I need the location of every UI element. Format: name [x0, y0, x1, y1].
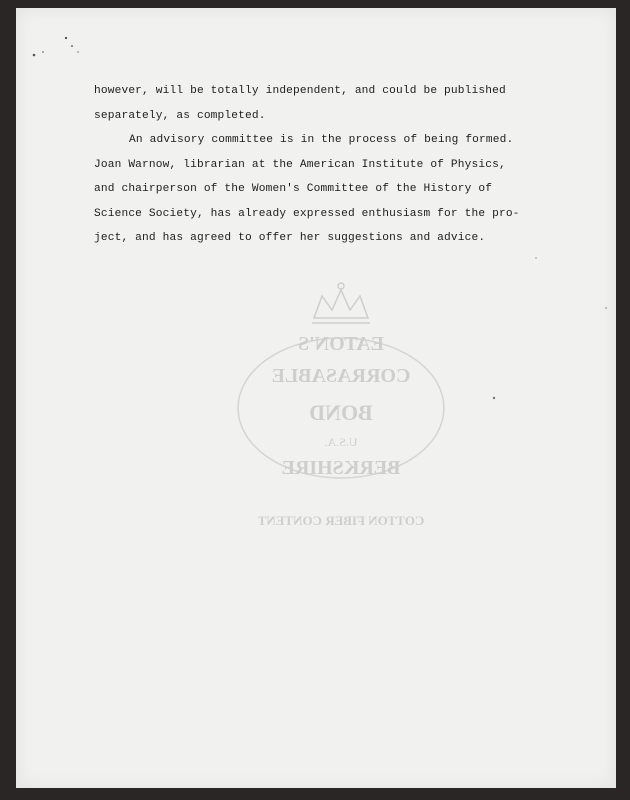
- text-line-6: Science Society, has already expressed enthusiasm for the pro-: [94, 207, 520, 220]
- crown-icon: [312, 283, 370, 323]
- text-line-2: separately, as completed.: [94, 109, 266, 122]
- watermark-line-6: COTTON FIBER CONTENT: [257, 513, 425, 528]
- watermark-line-3: BOND: [309, 400, 373, 425]
- text-line-5: and chairperson of the Women's Committee of the History of: [94, 183, 493, 195]
- watermark-line-5: BERKSHIRE: [281, 457, 401, 479]
- body-text: [94, 79, 564, 251]
- paper-watermark: [226, 278, 456, 538]
- watermark-line-4: U.S.A.: [324, 435, 358, 449]
- text-line-7: ject, and has agreed to offer her suggestions and advice.: [94, 232, 486, 244]
- text-line-4: Joan Warnow, librarian at the American Institute of Physics,: [94, 158, 506, 171]
- watermark-line-2: CORRASABLE: [271, 365, 411, 387]
- document-page: [16, 8, 616, 788]
- text-line-3: An advisory committee is in the process of being formed.: [129, 134, 514, 146]
- text-line-1: however, will be totally independent, and could be published: [94, 85, 506, 97]
- watermark-line-1: EATON'S: [298, 333, 384, 355]
